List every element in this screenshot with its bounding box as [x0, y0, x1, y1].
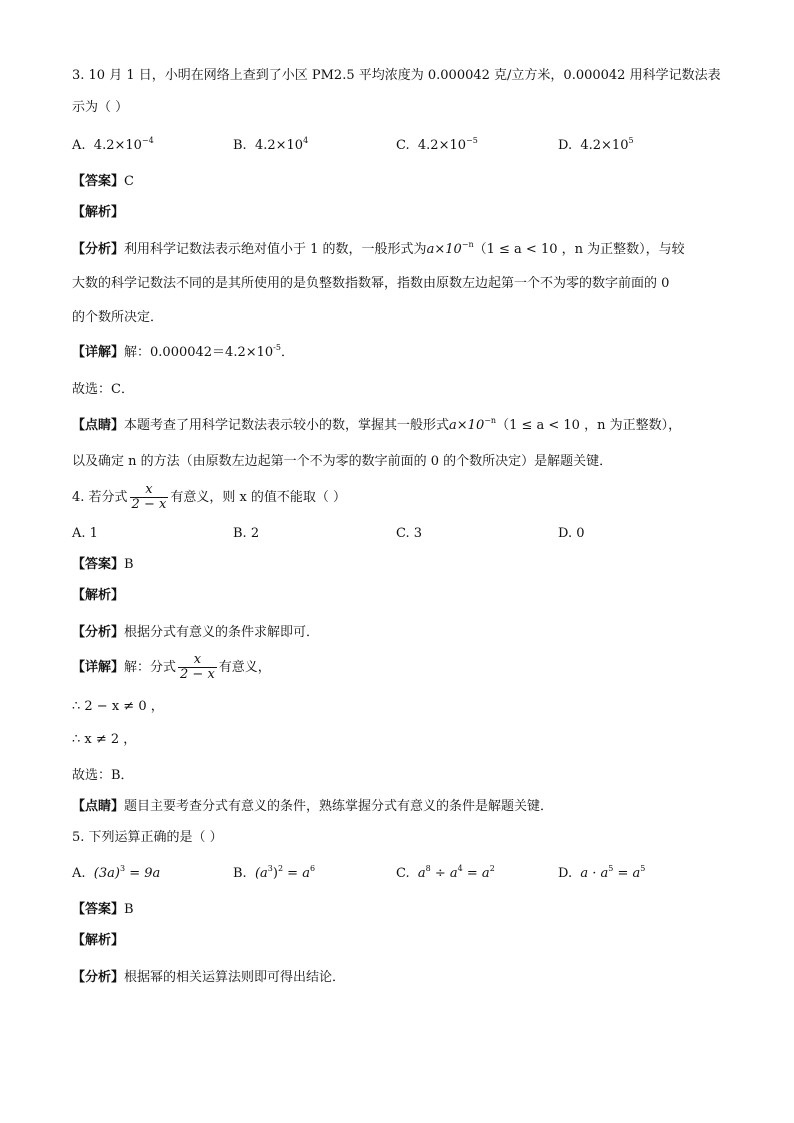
- q5-option-c: C. $a^8 \div a^4 = a^2$: [396, 864, 495, 881]
- q4-fraction: $\frac{x}{2 - x}$: [131, 482, 167, 512]
- q3-jiexi-heading: 【解析】: [72, 205, 125, 220]
- q5-stem: 5. 下列运算正确的是（ ）: [72, 830, 223, 845]
- q3-analysis-line2: 大数的科学记数法不同的是其所使用的是负整数指数幂，指数由原数左边起第一个不为零的数字前面的 0: [72, 276, 670, 291]
- q3-stem-line2: 示为（ ）: [72, 100, 129, 115]
- q5-analysis: 【分析】根据幂的相关运算法则即可得出结论．: [72, 970, 346, 985]
- q3-detail: 【详解】解：$0.000042=4.2\times 10^{-5}$．: [72, 343, 294, 360]
- q4-option-a: A. 1: [72, 526, 98, 541]
- q4-option-c: C. 3: [396, 526, 423, 541]
- q4-answer: 【答案】B: [72, 557, 134, 572]
- q4-jiexi-heading: 【解析】: [72, 588, 125, 603]
- q3-comment-line1: 【点睛】本题考查了用科学记数法表示较小的数，掌握其一般形式$a\times 10^{-n}(1 \le a < 10$ ，n 为正整数），: [72, 416, 682, 433]
- q5-option-a: A. $(3a)^3 = 9a$: [72, 864, 161, 881]
- q4-choose: 故选：B．: [72, 768, 134, 783]
- q3-analysis-line1: 【分析】利用科学记数法表示绝对值小于 1 的数，一般形式为$a\times 10^{-n}(1 \le a < 10$ ，n 为正整数），与较: [72, 240, 685, 257]
- q4-stem: 4. 若分式 $\frac{x}{2 - x}$ 有意义，则 x 的值不能取（ ）: [72, 482, 347, 512]
- q3-option-d: D. $4.2\times 10^5$: [558, 136, 634, 153]
- q5-jiexi-heading: 【解析】: [72, 933, 125, 948]
- q4-option-d: D. 0: [558, 526, 585, 541]
- q3-option-c: C. $4.2\times 10^{-5}$: [396, 136, 478, 153]
- q5-answer: 【答案】B: [72, 902, 134, 917]
- q4-detail-fraction: $\frac{x}{2 - x}$: [180, 652, 215, 682]
- q3-analysis-line3: 的个数所决定．: [72, 310, 164, 325]
- q3-answer: 【答案】C: [72, 174, 134, 189]
- q4-step2: ∴ x ≠ 2 ，: [72, 732, 137, 747]
- q5-option-d: D. $a \cdot a^5 = a^5$: [558, 864, 646, 881]
- q3-choose: 故选：C．: [72, 382, 134, 397]
- q4-option-b: B. 2: [233, 526, 260, 541]
- q3-option-b: B. $4.2\times 10^4$: [233, 136, 309, 153]
- q4-detail: 【详解】解：分式 $\frac{x}{2 - x}$ 有意义，: [72, 652, 271, 682]
- q4-analysis: 【分析】根据分式有意义的条件求解即可．: [72, 625, 320, 640]
- q5-option-b: B. $(a^3)^2 = a^6$: [233, 864, 316, 881]
- q3-stem-line1: 3. 10 月 1 日，小明在网络上查到了小区 PM2.5 平均浓度为 0.000042 克/立方米，0.000042 用科学记数法表: [72, 68, 721, 83]
- q3-comment-line2: 以及确定 n 的方法（由原数左边起第一个不为零的数字前面的 0 的个数所决定）是解题关键．: [72, 454, 613, 469]
- q4-comment: 【点睛】题目主要考查分式有意义的条件，熟练掌握分式有意义的条件是解题关键．: [72, 799, 554, 814]
- q3-option-a: A. $4.2\times 10^{-4}$: [72, 136, 154, 153]
- q4-step1: ∴ 2 − x ≠ 0 ，: [72, 699, 164, 714]
